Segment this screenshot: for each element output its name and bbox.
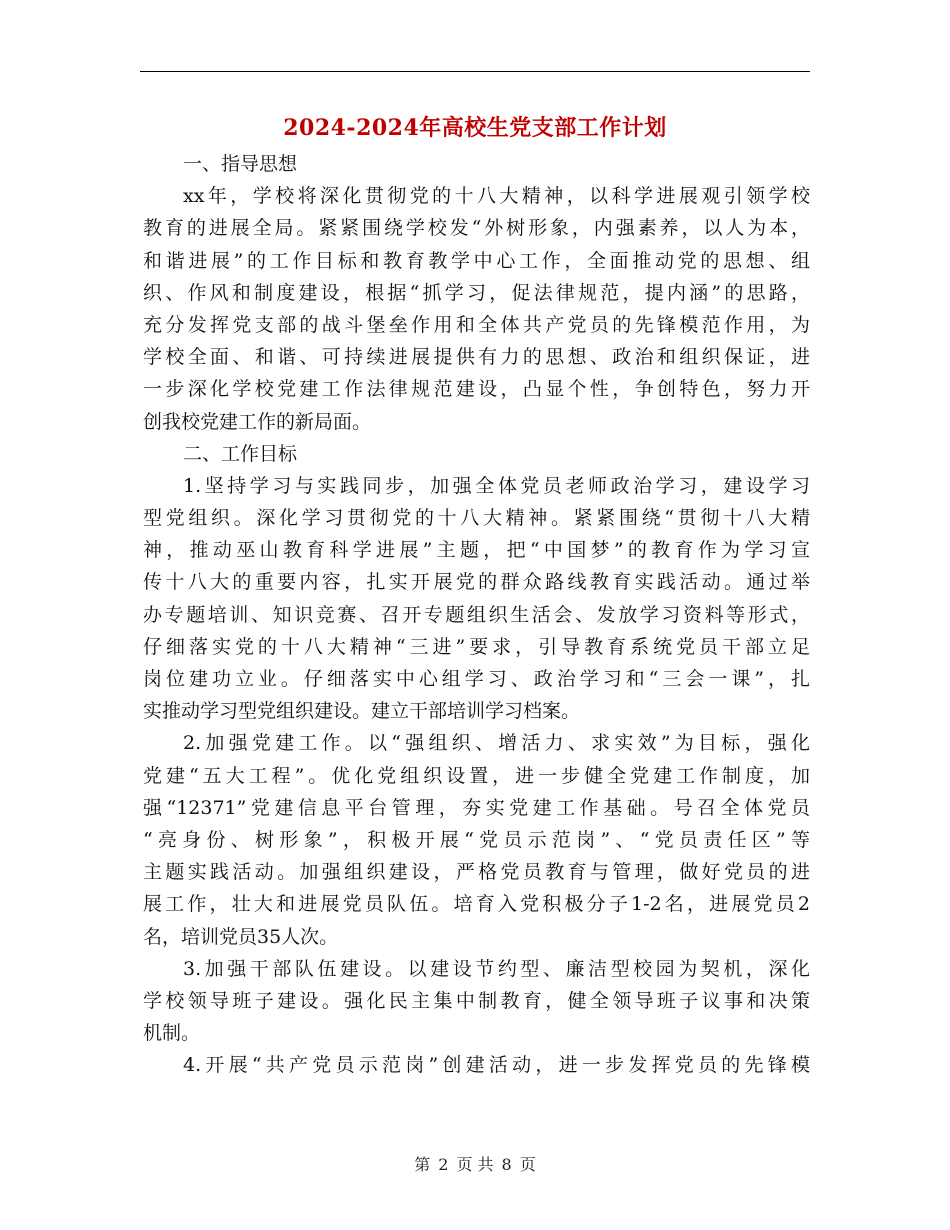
- header-rule: [140, 71, 810, 72]
- paragraph-line: 充分发挥党支部的战斗堡垒作用和全体共产党员的先锋模范作用，为: [143, 313, 810, 336]
- paragraph-line: 一步深化学校党建工作法律规范建设，凸显个性，争创特色，努力开: [143, 378, 810, 401]
- paragraph-line: 型党组织。深化学习贯彻党的十八大精神。紧紧围绕“贯彻十八大精: [143, 507, 810, 530]
- paragraph-line: 学校全面、和谐、可持续进展提供有力的思想、政治和组织保证，进: [143, 346, 810, 369]
- paragraph-line: 3.加强干部队伍建设。以建设节约型、廉洁型校园为契机，深化: [183, 957, 810, 980]
- paragraph-line: 2.加强党建工作。以“强组织、增活力、求实效”为目标，强化: [183, 732, 810, 755]
- paragraph-line: “亮身份、树形象”，积极开展“党员示范岗”、“党员责任区”等: [143, 828, 810, 851]
- total-pages-number: 8: [501, 1155, 512, 1174]
- paragraph-line: 展工作，壮大和进展党员队伍。培育入党积极分子1-2名，进展党员2: [143, 893, 810, 916]
- paragraph-line: xx年，学校将深化贯彻党的十八大精神，以科学进展观引领学校: [183, 185, 810, 208]
- section-heading: 二、工作目标: [183, 442, 298, 465]
- footer-prefix: 第: [414, 1155, 431, 1174]
- paragraph-line: 创我校党建工作的新局面。: [143, 410, 372, 433]
- paragraph-line: 强“12371”党建信息平台管理，夯实党建工作基础。号召全体党员: [143, 796, 810, 819]
- paragraph-line: 4.开展“共产党员示范岗”创建活动，进一步发挥党员的先锋模: [183, 1054, 810, 1077]
- paragraph-line: 岗位建功立业。仔细落实中心组学习、政治学习和“三会一课”，扎: [143, 668, 810, 690]
- paragraph-line: 名，培训党员35人次。: [143, 925, 339, 948]
- paragraph-line: 党建“五大工程”。优化党组织设置，进一步健全党建工作制度，加: [143, 764, 810, 787]
- footer-middle: 页 共: [456, 1155, 494, 1174]
- document-body: [143, 148, 810, 1081]
- paragraph-line: 办专题培训、知识竞赛、召开专题组织生活会、发放学习资料等形式，: [143, 603, 810, 626]
- paragraph-line: 神，推动巫山教育科学进展”主题，把“中国梦”的教育作为学习宣: [143, 539, 810, 562]
- page-footer: [140, 1154, 810, 1176]
- footer-suffix: 页: [519, 1155, 536, 1174]
- paragraph-line: 仔细落实党的十八大精神“三进”要求，引导教育系统党员干部立足: [143, 635, 810, 658]
- current-page-number: 2: [438, 1155, 449, 1174]
- paragraph-line: 学校领导班子建设。强化民主集中制教育，健全领导班子议事和决策: [143, 989, 810, 1012]
- paragraph-line: 和谐进展”的工作目标和教育教学中心工作，全面推动党的思想、组: [143, 249, 810, 272]
- paragraph-line: 实推动学习型党组织建设。建立干部培训学习档案。: [143, 700, 581, 723]
- paragraph-line: 传十八大的重要内容，扎实开展党的群众路线教育实践活动。通过举: [143, 571, 810, 594]
- paragraph-line: 织、作风和制度建设，根据“抓学习，促法律规范，提内涵”的思路，: [143, 281, 810, 304]
- section-heading: 一、指导思想: [183, 153, 298, 175]
- paragraph-line: 1.坚持学习与实践同步，加强全体党员老师政治学习，建设学习: [183, 474, 810, 497]
- paragraph-line: 机制。: [143, 1022, 201, 1045]
- paragraph-line: 教育的进展全局。紧紧围绕学校发“外树形象，内强素养，以人为本，: [143, 217, 810, 240]
- document-title: 2024-2024年高校生党支部工作计划: [283, 115, 667, 141]
- paragraph-line: 主题实践活动。加强组织建设，严格党员教育与管理，做好党员的进: [143, 861, 810, 884]
